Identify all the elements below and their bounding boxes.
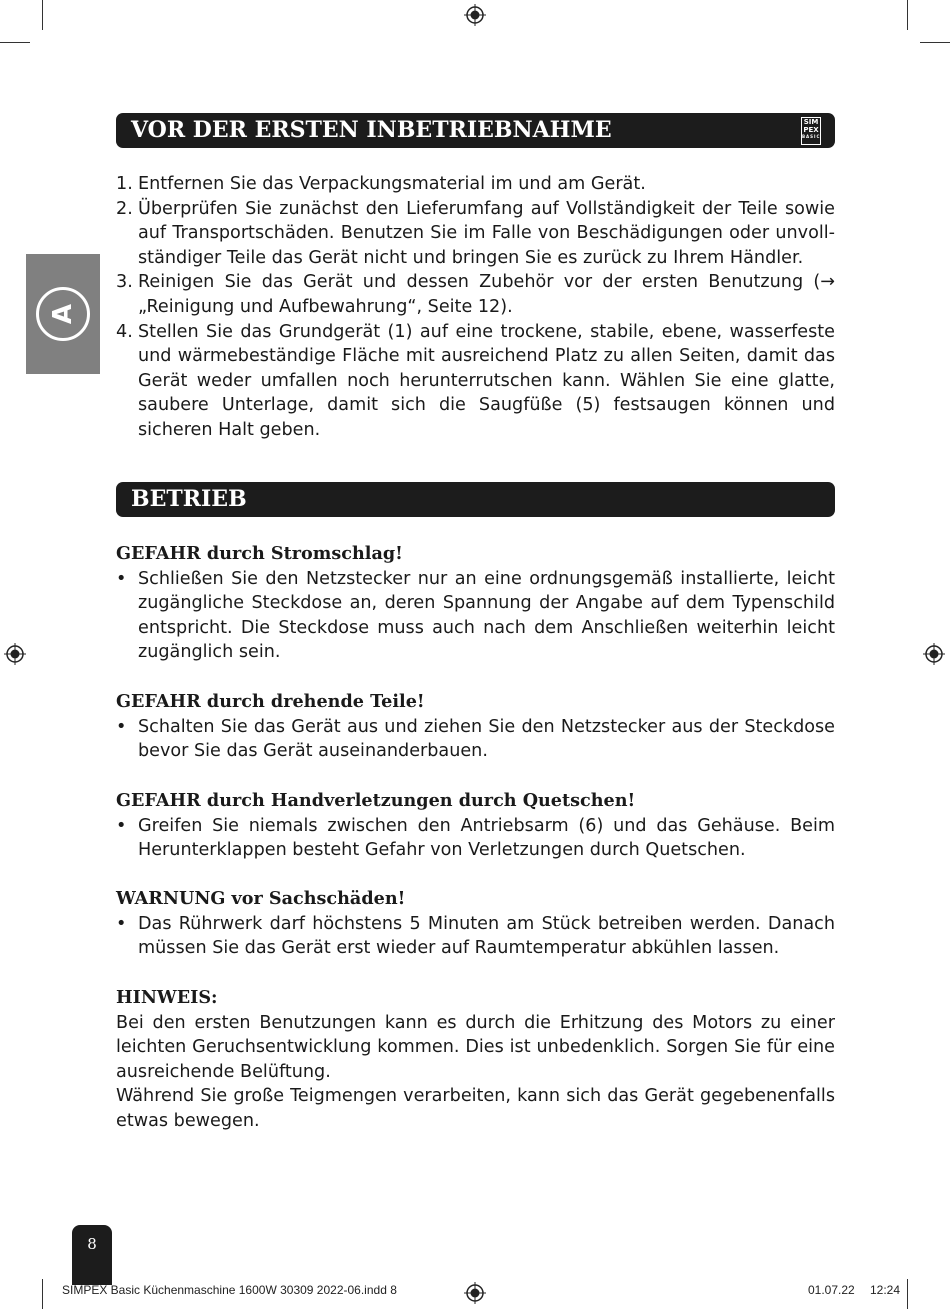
hint-paragraph: Bei den ersten Benutzungen kann es durch die Erhitzung des Motors zu einer leichten Geruchsentwicklung kommen. Dies ist unbedenklich. Sorgen Sie für eine ausreichende Belüftung. [116, 1012, 835, 1082]
section-header-operation [116, 482, 835, 517]
warning-heading: GEFAHR durch Stromschlag! [116, 543, 403, 564]
warning-heading: GEFAHR durch Handverletzungen durch Quetschen! [116, 790, 636, 811]
page-number: 8 [72, 1225, 112, 1285]
crop-mark [907, 0, 908, 30]
list-item: • Das Rührwerk darf höchstens 5 Minuten am Stück betreiben werden. Danach müssen Sie das Gerät erst wieder auf Raumtemperatur abkühlen lassen. [116, 912, 835, 961]
registration-mark-icon [464, 1282, 486, 1304]
crop-mark [907, 1279, 908, 1309]
language-letter: A [36, 287, 90, 341]
crop-mark [920, 42, 950, 43]
language-tab [26, 254, 100, 374]
warning-property-damage [116, 887, 835, 961]
registration-mark-icon [4, 643, 26, 665]
registration-mark-icon [464, 4, 486, 26]
list-item: 4. Stellen Sie das Grundgerät (1) auf eine trockene, stabile, ebene, wasserfeste und wärmebeständige Fläche mit ausreichend Platz zu allen Seiten, damit das Gerät weder umfallen noch herunterrutschen kann. Wählen Sie eine glatte, saubere Unterlage, damit sich die Saugfüße (5) festsaugen können und sicheren Halt geben. [116, 321, 835, 440]
warning-heading: WARNUNG vor Sachschäden! [116, 888, 406, 909]
first-use-steps [116, 172, 835, 443]
list-item: 3. Reinigen Sie das Gerät und dessen Zubehör vor der ersten Benutzung (→ „Reinigung und Aufbewahrung“, Seite 12). [116, 272, 835, 317]
warning-electric-shock [116, 542, 835, 665]
slug-filename: SIMPEX Basic Küchenmaschine 1600W 30309 2022-06.indd 8 [62, 1283, 397, 1297]
hint-heading: HINWEIS: [116, 987, 218, 1008]
simpex-logo: SIM PEX BASIC [801, 117, 821, 145]
hint-block [116, 986, 835, 1134]
list-item: • Schalten Sie das Gerät aus und ziehen Sie den Netzstecker aus der Steckdose bevor Sie das Gerät auseinanderbauen. [116, 715, 835, 764]
list-item: • Schließen Sie den Netzstecker nur an eine ordnungsgemäß installierte, leicht zugängliche Steckdose an, deren Spannung der Angabe auf dem Typenschild entspricht. Die Steckdose muss auch nach dem Anschließen weiterhin leicht zugänglich sein. [116, 567, 835, 665]
warning-heading: GEFAHR durch drehende Teile! [116, 691, 425, 712]
slug-time: 12:24 [870, 1283, 901, 1297]
list-item: 1. Entfernen Sie das Verpackungsmaterial im und am Gerät. [116, 174, 646, 194]
section-title: VOR DER ERSTEN INBETRIEBNAHME [131, 117, 612, 143]
crop-mark [42, 1279, 43, 1309]
hint-paragraph: Während Sie große Teigmengen verarbeiten, kann sich das Gerät gegebenenfalls etwas bewegen. [116, 1086, 835, 1131]
registration-mark-icon [923, 643, 945, 665]
slug-date: 01.07.22 [808, 1283, 855, 1297]
warning-rotating-parts [116, 690, 835, 764]
section-title: BETRIEB [131, 486, 247, 512]
crop-mark [0, 42, 30, 43]
section-header-first-use [116, 113, 835, 148]
crop-mark [42, 0, 43, 30]
list-item: • Greifen Sie niemals zwischen den Antriebsarm (6) und das Gehäuse. Beim Herunterklappen besteht Gefahr von Verletzungen durch Quetschen. [116, 814, 835, 863]
list-item: 2. Überprüfen Sie zunächst den Lieferumfang auf Vollständigkeit der Teile sowie auf Transportschäden. Benutzen Sie im Falle von Beschädigungen oder unvollständiger Teile das Gerät nicht und bringen Sie es zurück zu Ihrem Händler. [116, 198, 835, 268]
warning-crushing [116, 789, 835, 863]
